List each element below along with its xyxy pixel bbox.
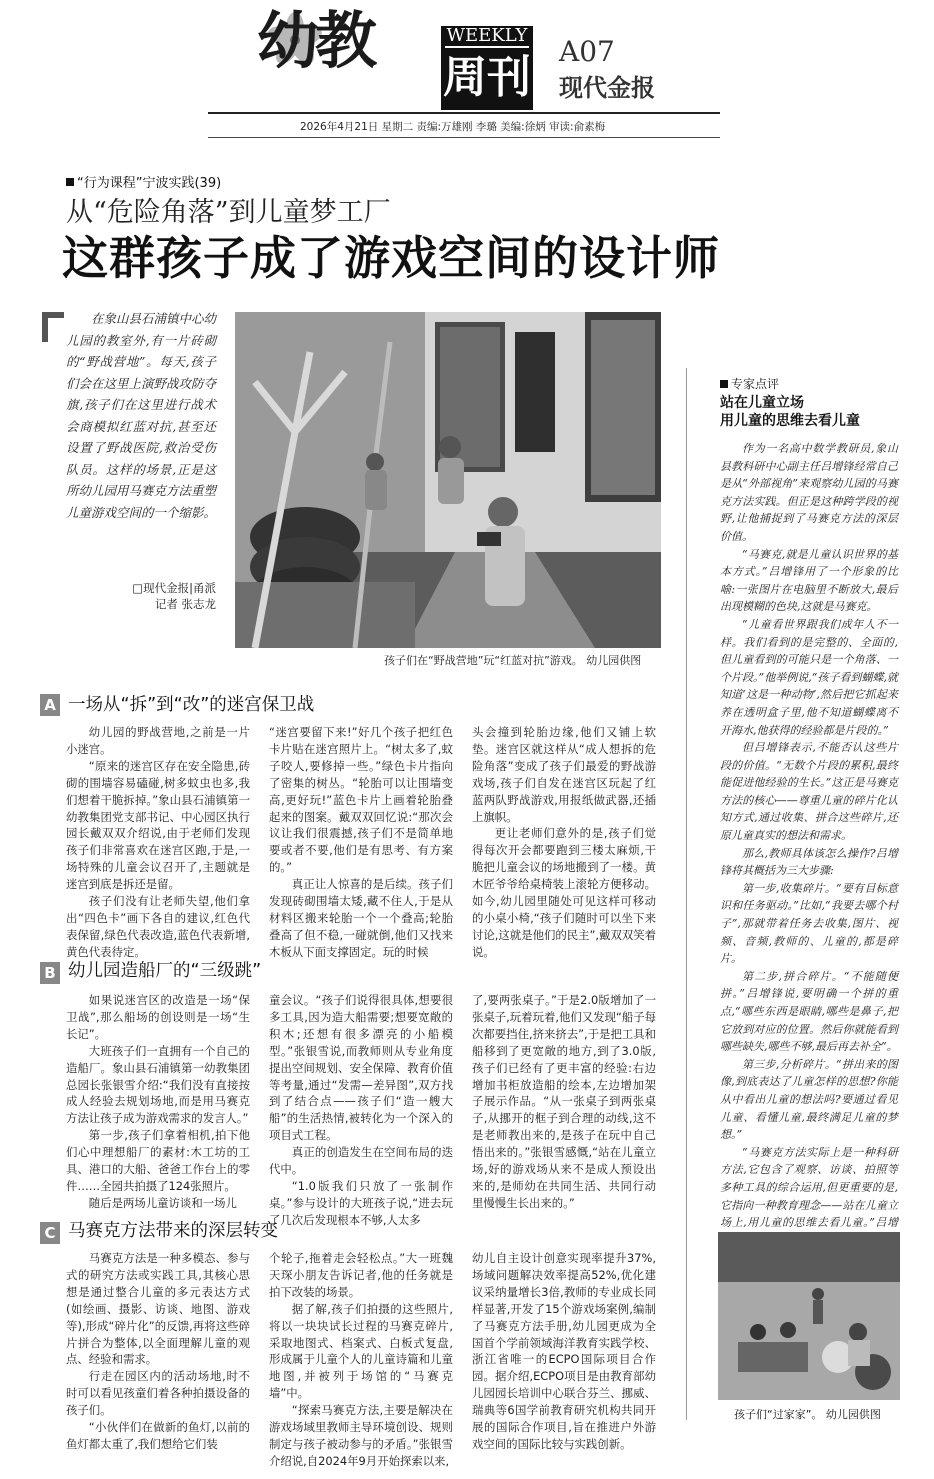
- paragraph: 第一步,收集碎片。“要有目标意识和任务驱动。”比如,“我要去哪个村子”,那就带着任务去收集,图片、视频、音频,教师的、儿童的,都是碎片。: [720, 881, 898, 966]
- paragraph: 第一步,孩子们拿着相机,拍下他们心中理想船厂的素材:木工坊的工具、港口的大船、爸爸工作台上的零件……全园共拍摄了124张照片。: [66, 1128, 250, 1193]
- paragraph: 那么,教师具体该怎么操作?吕增锋将其概括为三大步骤:: [720, 846, 898, 878]
- section-a-title: 一场从“拆”到“改”的迷宫保卫战: [68, 695, 315, 715]
- paragraph: 第三步,分析碎片。“拼出来的图像,到底表达了儿童怎样的思想?你能从中看出儿童的想法吗?要通过看见儿童、看懂儿童,最终满足儿童的梦想。”: [720, 1057, 898, 1142]
- side-photo-caption: 孩子们“过家家”。 幼儿园供图: [734, 1408, 881, 1421]
- main-photo-caption: 孩子们在“野战营地”玩“红蓝对抗”游戏。 幼儿园供图: [384, 654, 642, 667]
- article-headline: 这群孩子成了游戏空间的设计师: [62, 231, 720, 285]
- dateline: 2026年4月21日 星期二 责编:万雄刚 李璐 美编:徐炳 审读:俞素梅: [300, 121, 606, 133]
- paragraph: 真正让人惊喜的是后续。孩子们发现砖砌围墙太矮,藏不住人,于是从材料区搬来轮胎一个一个叠高;轮胎叠高了但不稳,一碰就倒,他们又找来木板从下面支撑固定。玩的时候: [269, 877, 453, 959]
- expert-title-line-2: 用儿童的思维去看儿童: [720, 413, 860, 429]
- paragraph: 如果说迷宫区的改造是一场“保卫战”,那么船场的创设则是一场“生长记”。: [66, 993, 250, 1041]
- paragraph: 幼儿园的野战营地,之前是一片小迷宫。: [66, 725, 250, 756]
- paragraph: 头会撞到轮胎边缘,他们又铺上软垫。迷宫区就这样从“成人想拆的危险角落”变成了孩子们最爱的野战游戏场,孩子们自发在迷宫区玩起了红蓝两队野战游戏,用报纸做武器,还插上旗帜。: [472, 725, 656, 824]
- paragraph: “迷宫要留下来!”好几个孩子把红色卡片贴在迷宫照片上。“树太多了,蚊子咬人,要修掉一些。”绿色卡片指向了密集的树丛。“轮胎可以让围墙变高,更好玩!”蓝色卡片上画着轮胎叠起来的图案。戴双双回忆说:“那次会议让我们很震撼,孩子们不是简单地要或者不要,他们是有思考、有方案的。”: [269, 725, 453, 875]
- paragraph: 真正的创造发生在空间布局的迭代中。: [269, 1145, 453, 1177]
- masthead-divider: [208, 112, 720, 114]
- expert-kicker-text: 专家点评: [731, 377, 780, 391]
- square-bullet-icon: [66, 178, 74, 186]
- section-c-badge: C: [40, 1222, 60, 1244]
- page-code: A07: [559, 35, 615, 68]
- section-c-title: 马赛克方法带来的深层转变: [68, 1221, 278, 1241]
- section-c-column-2: [269, 1250, 453, 1470]
- paragraph: “儿童看世界跟我们成年人不一样。我们看到的是完整的、全面的,但儿童看到的可能只是一个角落、一个片段。”他举例说,“孩子看到蝴蝶,就知道‘这是一种动物’,然后把它抓起来养在透明盒子里,他不知道蝴蝶离不开海水,他获得的经验都是片段的。”: [720, 617, 898, 737]
- paragraph: 行走在园区内的活动场地,时不时可以看见孩童们着各种拍摄设备的孩子们。: [66, 1369, 250, 1418]
- paragraph: 马赛克方法是一种多模态、参与式的研究方法或实践工具,其核心思想是通过整合儿童的多元表达方式(如绘画、摄影、访谈、地图、游戏等),形成“碎片化”的反馈,再将这些碎片拼合为整体,以全面理解儿童的观点、经验和需求。: [66, 1251, 250, 1367]
- section-a-column-3: [472, 724, 656, 961]
- expert-title-line-1: 站在儿童立场: [720, 395, 804, 411]
- square-bullet-icon: [720, 380, 728, 388]
- side-photo: [718, 1232, 900, 1400]
- paragraph: “探索马赛克方法,主要是解决在游戏场域里教师主导环境创设、规则制定与孩子被动参与的矛盾。”张银雪介绍说,自2024年9月开始探索以来,: [269, 1403, 453, 1468]
- paragraph: 据了解,孩子们拍摄的这些照片,将以一块块试长过程的马赛克碎片,采取地图式、档案式、白板式复盘,形成属于儿童个人的儿童诗篇和儿童地图,并被列于场馆的“马赛克墙”中。: [269, 1301, 453, 1401]
- byline-source: □现代金报|甬派: [132, 581, 216, 595]
- weekly-zh-label: 周刊: [443, 52, 531, 103]
- paragraph: 幼儿自主设计创意实现率提升37%,场域问题解决效率提高52%,优化建议采纳量增长3倍,教师的专业成长同样显著,开发了15个游戏场案例,编制了马赛克方法手册,幼儿园更成为全国首个学前领域海洋教育实践学校、浙江省唯一的ECPO国际项目合作园。据介绍,ECPO项目是由教育部幼儿园园长培训中心联合芬兰、挪威、瑞典等6国学前教育研究机构共同开展的国际合作项目,旨在推进户外游戏空间的国际比较与实践创新。: [472, 1251, 656, 1451]
- section-b-title: 幼儿园造船厂的“三级跳”: [68, 961, 262, 981]
- paragraph: 随后是两场儿童访谈和一场儿: [88, 1195, 237, 1210]
- weekly-badge: [441, 26, 533, 110]
- paragraph: 孩子们没有让老师失望,他们拿出“四色卡”画下各自的建议,红色代表保留,绿色代表改造,蓝色代表新增,黄色代表待定。: [66, 894, 250, 959]
- section-b-column-1: [66, 992, 250, 1212]
- section-b-column-2: [269, 992, 453, 1229]
- sidebar-divider: [686, 368, 687, 1420]
- paragraph: “马赛克方法实际上是一种科研方法,它包含了观察、访谈、拍照等多种工具的综合运用,但更重要的是,它指向一种教育理念——站在儿童立场上,用儿童的思维去看儿童。”吕增: [720, 1145, 898, 1230]
- paragraph: “马赛克,就是儿童认识世界的基本方式。”吕增锋用了一个形象的比喻:一张图片在电脑里不断放大,最后出现模糊的色块,这就是马赛克。: [720, 547, 898, 614]
- section-c-column-3: [472, 1250, 656, 1453]
- byline-reporter: 记者 张志龙: [154, 597, 216, 611]
- paragraph: “1.0版我们只放了一张制作桌。”参与设计的大班孩子说,“进去玩了几次后发现根本不够,人太多: [269, 1178, 453, 1227]
- kicker-text: “行为课程”宁波实践(39): [77, 176, 222, 191]
- lead-bracket-icon: [42, 312, 64, 342]
- section-a-badge: A: [40, 694, 60, 716]
- newspaper-name: 现代金报: [559, 74, 655, 102]
- section-b-badge: B: [40, 962, 60, 984]
- expert-kicker: [720, 376, 779, 392]
- paragraph: 作为一名高中数学教研员,象山县教科研中心副主任吕增锋经常自己是从“外部视角”来观察幼儿园的马赛克方法实践。但正是这种跨学段的视野,让他捕捉到了马赛克方法的深层价值。: [720, 442, 898, 543]
- section-a-column-2: [269, 724, 453, 961]
- main-photo: [235, 312, 661, 648]
- dateline-divider: [208, 137, 720, 138]
- paragraph: 了,要两张桌子。”于是2.0版增加了一张桌子,玩着玩着,他们又发现“船子每次都要挡住,挤来挤去”,于是把工具和船移到了更宽敞的地方,到了3.0版,孩子们已经有了更丰富的经验:右边增加书柜放造船的绘本,左边增加架子展示作品。“从一张桌子到两张桌子,从挪开的框子到合理的动线,这不是老师教出来的,是孩子在玩中自己悟出来的。”张银雪感慨,“站在儿童立场,好的游戏场从来不是成人预设出来的,是师幼在共同生活、共同行动里慢慢生长出来的。”: [472, 993, 657, 1210]
- section-c-column-1: [66, 1250, 250, 1453]
- weekly-label: WEEKLY: [446, 25, 528, 46]
- byline: [100, 580, 216, 612]
- paragraph: 大班孩子们一直拥有一个自己的造船厂。象山县石浦镇第一幼教集团总园长张银雪介绍:“我们没有直接按成人经验去规划场地,而是用马赛克方法让孩子成为游戏需求的发言人。”: [66, 1043, 250, 1126]
- paragraph: 更让老师们意外的是,孩子们觉得每次开会都要跑到三楼太麻烦,干脆把儿童会议的场地搬到了一楼。黄木匠爷爷给桌椅装上滚轮方便移动。如今,幼儿园里随处可见这样可移动的小桌小椅,“孩子们随时可以坐下来讨论,这就是他们的民主”,戴双双笑着说。: [472, 826, 657, 959]
- article-lead: 在象山县石浦镇中心幼儿园的教室外,有一片砖砌的“野战营地”。每天,孩子们会在这里上演野战攻防夺旗,孩子们在这里进行战术会商模拟红蓝对抗,甚至还设置了野战医院,救治受伤队员。这样的场景,正是这所幼儿园用马赛克方法重塑儿童游戏空间的一个缩影。: [66, 311, 217, 520]
- paragraph: “小伙伴们在做新的鱼灯,以前的鱼灯都太重了,我们想给它们装: [66, 1420, 250, 1451]
- section-a-column-1: [66, 724, 250, 961]
- paragraph: 个轮子,拖着走会轻松点。”大一班魏天琛小朋友告诉记者,他的任务就是拍下改装的场景。: [269, 1251, 453, 1299]
- expert-commentary: [720, 440, 898, 1249]
- column-kicker: [66, 176, 221, 192]
- article-subtitle: 从“危险角落”到儿童梦工厂: [66, 197, 391, 228]
- logo-wordmark: 幼教: [257, 4, 374, 77]
- section-b-column-3: [472, 992, 656, 1212]
- paragraph: 第二步,拼合碎片。“不能随便拼。”吕增锋说,要明确一个拼的重点,“哪些东西是眼睛,哪些是鼻子,把它放到对应的位置。然后你就能看到哪些缺失,哪些不够,最后再去补全”。: [720, 969, 898, 1054]
- masthead: [205, 4, 725, 118]
- paragraph: “原来的迷宫区存在安全隐患,砖砌的围墙容易磕碰,树多蚊虫也多,我们想着干脆拆掉。”象山县石浦镇第一幼教集团党支部书记、中心园区执行园长戴双双介绍说,由于老师们发现孩子们非常喜欢在迷宫区跑,于是,一场特殊的儿童会议召开了,主题就是迷宫到底是拆还是留。: [66, 758, 250, 892]
- paragraph: 但吕增锋表示,不能否认这些片段的价值。“无数个片段的累积,最终能促进他经验的生长。”这正是马赛克方法的核心——尊重儿童的碎片化认知方式,通过收集、拼合这些碎片,还原儿童真实的想法和需求。: [720, 741, 898, 843]
- paragraph: 童会议。“孩子们说得很具体,想要很多工具,因为造大船需要;想要宽敞的积木;还想有很多漂亮的小船模型。”张银雪说,而教师则从专业角度提出空间规划、安全保障、教育价值等考量,通过“发需—差异图”,双方找到了结合点——孩子们“造一艘大船”的生活热情,被转化为一个深入的项目式工程。: [269, 993, 453, 1143]
